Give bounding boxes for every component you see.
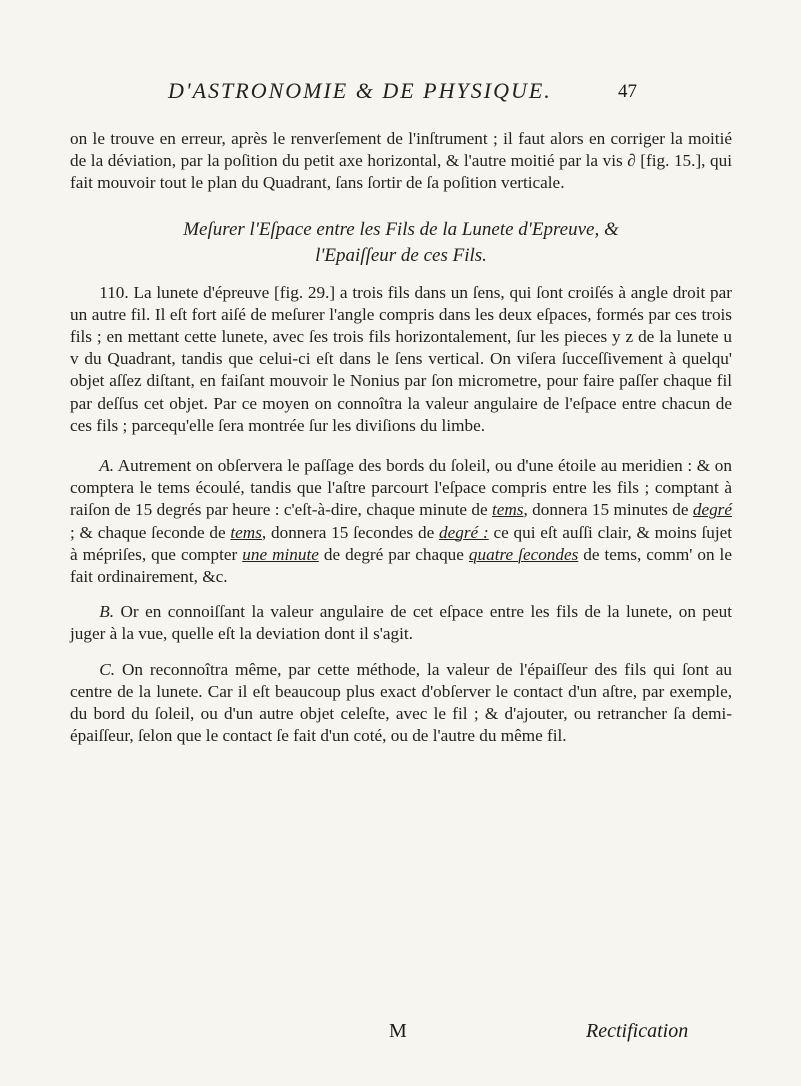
paragraph-a-text-1: Autrement on obſervera le paſſage des bords du ſoleil, ou d'une étoile au meridien : & on comptera le tems écoulé, tandis que l'aſtre parcourt l'eſpace compris entre les fils ; comptant à raiſon de 15 degrés par heure : c'eſt-à-dire, chaque minute de	[70, 456, 732, 520]
running-title: D'ASTRONOMIE & DE PHYSIQUE.	[168, 78, 552, 103]
section-heading-line-1: Meſurer l'Eſpace entre les Fils de la Lunete d'Epreuve, &	[183, 218, 619, 240]
paragraph-c-letter: C.	[99, 659, 115, 679]
paragraph-a-letter: A.	[99, 456, 115, 476]
paragraph-110: 110. La lunete d'épreuve [fig. 29.] a trois fils dans un ſens, qui ſont croiſés à angle droit par un autre fil. Il eſt fort aiſé de meſurer l'angle compris dans les deux eſpaces, formés par ces trois fils ; en mettant cette lunete, avec ſes trois fils horizontalement, ſur les pieces y z de la lunete u v du Quadrant, tandis que celui-ci eſt dans le ſens vertical. On viſera ſucceſſivement à quelqu' objet aſſez diſtant, en faiſant mouvoir le Nonius par ſon micrometre, pour faire paſſer chaque fil par deſſus cet objet. Par ce moyen on connoîtra la valeur angulaire de l'eſpace entre chacun de ces fils ; parcequ'elle ſera montrée ſur les diviſions du limbe.	[70, 282, 732, 435]
paragraph-a-text-7: de tems, comm' on le fait ordinairement, &c.	[70, 544, 732, 587]
term-tems-1: tems	[491, 500, 524, 520]
term-degre-1: degré	[692, 500, 732, 520]
term-tems-2: tems	[230, 522, 262, 542]
signature-mark: M	[389, 1020, 407, 1042]
page-number: 47	[618, 81, 637, 102]
running-head	[0, 78, 801, 118]
term-une-minute: une minute	[242, 544, 319, 564]
section-heading-line-2: l'Epaiſſeur de ces Fils.	[315, 244, 487, 266]
text-block	[70, 128, 732, 747]
section-heading	[70, 217, 732, 269]
paragraph-b-text: Or en connoiſſant la valeur angulaire de cet eſpace entre les fils de la lunete, on peut juger à la vue, quelle eſt la deviation dont il s'agit.	[70, 602, 732, 644]
paragraph-c-text: On reconnoîtra même, par cette méthode, la valeur de l'épaiſſeur des fils qui ſont au centre de la lunete. Car il eſt beaucoup plus exact d'obſerver le contact d'un aſtre, par exemple, du bord du ſoleil, ou d'un autre objet celeſte, avec le fil ; & d'ajouter, ou retrancher ſa demi-épaiſſeur, ſelon que le contact ſe fait d'un coté, ou de l'autre du même fil.	[70, 659, 732, 746]
paragraph-a-text-5: ce qui eſt auſſi clair, & moins ſujet à mépriſes, que compter	[70, 522, 733, 564]
paragraph-a-text-6: de degré par chaque	[318, 544, 469, 564]
paragraph-a	[70, 455, 732, 588]
paragraph-a-text-4: , donnera 15 ſecondes de	[261, 522, 440, 542]
paragraph-a-text-2: , donnera 15 minutes de	[523, 500, 693, 520]
page-footer	[0, 1020, 801, 1050]
paragraph-b-letter: B.	[99, 602, 115, 622]
term-degre-2: degré :	[439, 522, 489, 542]
term-quatre-secondes: quatre ſecondes	[468, 544, 579, 564]
paragraph-b	[70, 601, 732, 645]
paragraph-a-text-3: ; & chaque ſeconde de	[70, 522, 231, 542]
paragraph-intro: on le trouve en erreur, après le renverſement de l'inſtrument ; il faut alors en corriger la moitié de la déviation, par la poſition du petit axe horizontal, & l'autre moitié par la vis ∂ [fig. 15.], qui fait mouvoir tout le plan du Quadrant, ſans ſortir de ſa poſition verticale.	[70, 129, 732, 193]
catchword: Rectification	[586, 1020, 689, 1042]
paragraph-c	[70, 659, 732, 748]
